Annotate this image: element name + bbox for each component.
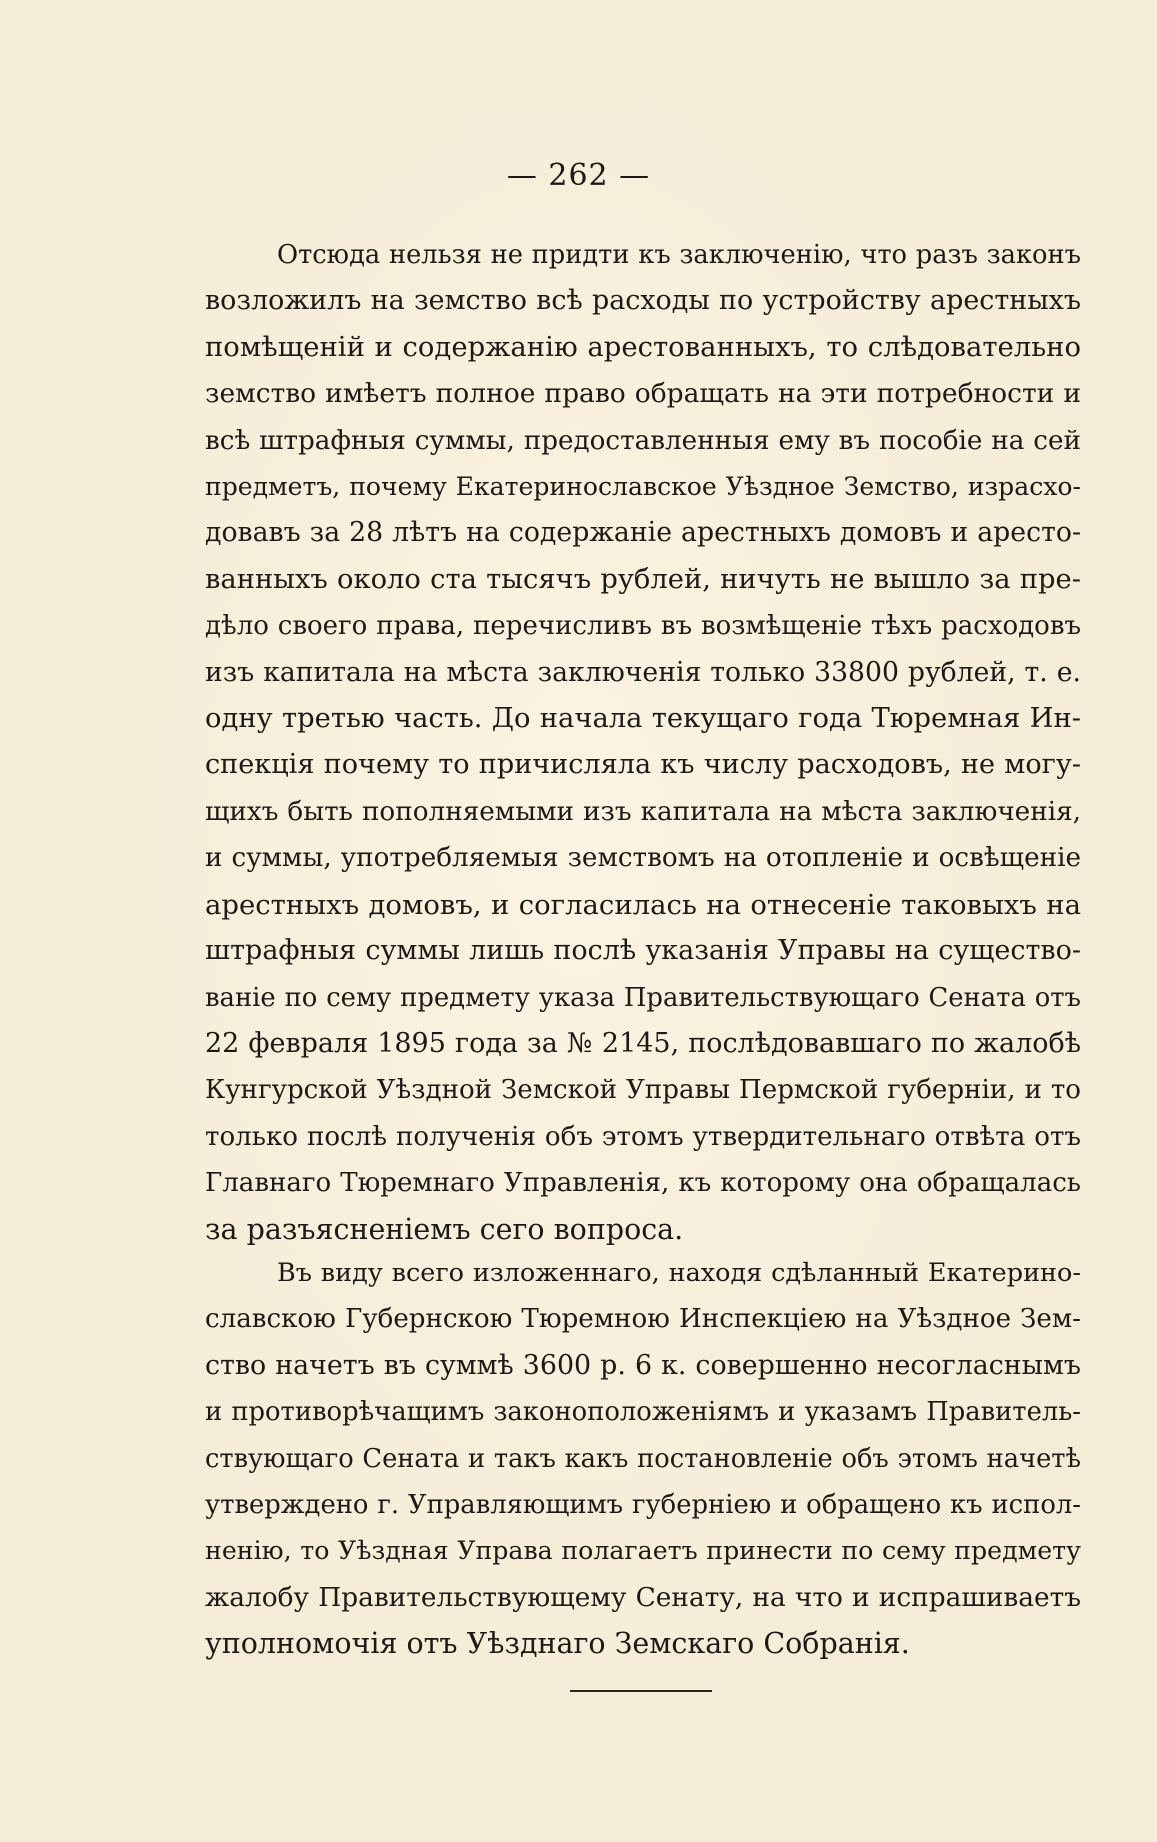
text-line: жалобу Правительствующему Сенату, на что и испрашиваетъ	[205, 1582, 1081, 1613]
text-line: ванныхъ около ста тысячъ рублей, ничуть не вышло за пре-	[205, 563, 1081, 595]
text-line: арестныхъ домовъ, и согласилась на отнесеніе таковыхъ на	[205, 888, 1081, 921]
text-line: штрафныя суммы лишь послѣ указанія Управы на существо-	[205, 935, 1081, 967]
text-line: ство начетъ въ суммѣ 3600 р. 6 к. совершенно несогласнымъ	[205, 1349, 1081, 1381]
text-line: утверждено г. Управляющимъ губерніею и обращено къ испол-	[205, 1490, 1081, 1521]
text-line: дѣло своего права, перечисливъ въ возмѣщеніе тѣхъ расходовъ	[205, 611, 1081, 642]
text-line: 22 февраля 1895 года за № 2145, послѣдовавшаго по жалобѣ	[205, 1027, 1081, 1059]
text-line: Отсюда нельзя не придти къ заключенію, что разъ законъ	[277, 240, 1081, 270]
text-line: Въ виду всего изложеннаго, находя сдѣланный Екатерино-	[277, 1258, 1081, 1288]
paragraph-1	[205, 232, 1081, 1253]
page-number: — 262 —	[506, 158, 651, 193]
text-line: земство имѣетъ полное право обращать на эти потребности и	[205, 378, 1081, 410]
text-line: славскою Губернскою Тюремною Инспекціею на Уѣздное Зем-	[205, 1304, 1081, 1335]
section-end-rule	[570, 1690, 712, 1692]
text-line: ненію, то Уѣздная Управа полагаетъ принести по сему предмету	[205, 1536, 1081, 1566]
text-line: Кунгурской Уѣздной Земской Управы Пермской губерніи, и то	[205, 1075, 1081, 1106]
text-line: помѣщеній и содержанію арестованныхъ, то слѣдовательно	[205, 331, 1081, 363]
text-line: щихъ быть пополняемыми изъ капитала на мѣста заключенія,	[205, 796, 1081, 827]
text-line: ваніе по сему предмету указа Правительствующаго Сената отъ	[205, 982, 1081, 1013]
text-line: только послѣ полученія объ этомъ утвердительнаго отвѣта отъ	[205, 1121, 1081, 1152]
text-line: довавъ за 28 лѣтъ на содержаніе арестныхъ домовъ и аресто-	[205, 517, 1081, 549]
text-line: и суммы, употребляемыя земствомъ на отопленіе и освѣщеніе	[205, 843, 1081, 874]
text-line: одну третью часть. До начала текущаго года Тюремная Ин-	[205, 703, 1081, 735]
text-line: изъ капитала на мѣста заключенія только 33800 рублей, т. е.	[205, 656, 1081, 688]
text-line: спекція почему то причисляла къ числу расходовъ, не могу-	[205, 749, 1081, 781]
text-line: всѣ штрафныя суммы, предоставленныя ему въ пособіе на сей	[205, 425, 1081, 456]
text-line: Главнаго Тюремнаго Управленія, къ которому она обращалась	[205, 1168, 1081, 1199]
text-line: предметъ, почему Екатеринославское Уѣздное Земство, израсхо-	[205, 472, 1081, 502]
text-line: за разъясненіемъ сего вопроса.	[205, 1212, 684, 1246]
paragraph-2	[205, 1250, 1081, 1668]
text-line: ствующаго Сената и такъ какъ постановленіе объ этомъ начетѣ	[205, 1443, 1081, 1474]
text-line: и противорѣчащимъ законоположеніямъ и указамъ Правитель-	[205, 1397, 1081, 1428]
text-line: уполномочія отъ Уѣзднаго Земскаго Собранія.	[205, 1627, 910, 1661]
text-line: возложилъ на земство всѣ расходы по устройству арестныхъ	[205, 285, 1081, 317]
